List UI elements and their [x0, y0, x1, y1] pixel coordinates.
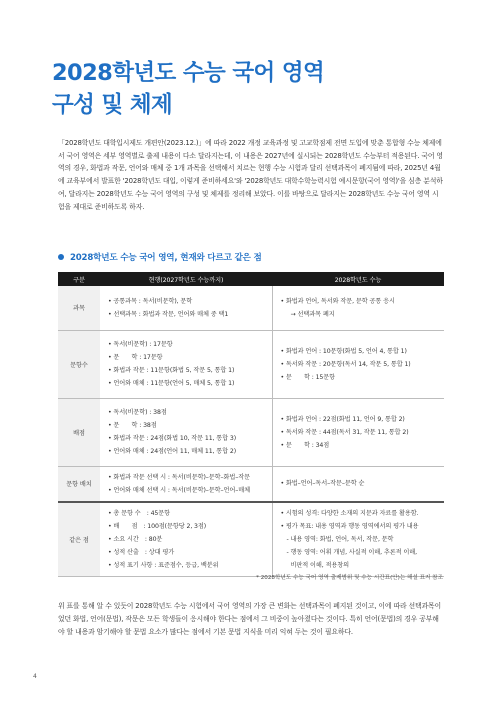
table-row [58, 398, 444, 466]
table-header-row [58, 272, 444, 286]
cell-line: • 화법과 작문 : 11문항(화법 5, 작문 5, 통합 1) [108, 367, 235, 374]
section-heading-text: 2028학년도 수능 국어 영역, 현재와 다르고 같은 점 [70, 253, 262, 263]
cell-2028 [272, 466, 444, 502]
cell-current [100, 330, 272, 398]
cell-line: • 문 학 : 38점 [108, 422, 157, 429]
cell-line: • 화법과 언어 : 22점(화법 11, 언어 9, 통합 2) [280, 415, 405, 423]
row-label: 문항 배치 [58, 466, 100, 502]
comparison-table [58, 272, 444, 577]
cell-2028 [272, 502, 444, 577]
cell-line: • 선택과목 : 화법과 작문, 언어와 매체 중 택1 [108, 310, 229, 318]
closing-paragraph: 위 표를 통해 알 수 있듯이 2028학년도 수능 시험에서 국어 영역의 가장 큰 변화는 선택과목이 폐지된 것이고, 이에 따라 선택과목이었던 화법, 언어(문법), 작문은 모든 학생들이 응시해야 한다는 점에서 그 비중이 높아졌다는 것이다. 특히 언어(문법)의 경우 공부해야 할 내용과 암기해야 할 문법 요소가 많다는 점에서 기본 문법 지식을 미리 익혀 두는 것이 필요하다. [58, 602, 442, 636]
row-label: 같은 점 [58, 502, 100, 577]
cell-line: • 언어와 매체 : 11문항(언어 5, 매체 5, 통합 1) [108, 380, 235, 387]
cell-line: • 문 학 : 17문항 [108, 354, 163, 361]
cell-current [100, 466, 272, 502]
table-row [58, 502, 444, 577]
cell-line: 비판적 이해, 적용창의 [290, 561, 349, 569]
cell-2028 [272, 398, 444, 466]
table-row [58, 466, 444, 502]
row-label: 문항수 [58, 330, 100, 398]
cell-line: • 화법과 작문 선택 시 : 독서(비문학)–문학–화법–작문 [108, 473, 251, 481]
cell-line: • 언어와 매체 : 24점(언어 11, 매체 11, 통합 2) [108, 448, 237, 455]
cell-line: • 독서(비문학) : 38점 [108, 409, 167, 416]
cell-line: → 선택과목 폐지 [290, 310, 335, 318]
cell-line: • 화법–언어–독서–작문–문학 순 [280, 480, 365, 487]
page-title-line2: 구성 및 체제 [52, 92, 173, 118]
cell-line: • 배 점 : 100점(문항당 2, 3점) [108, 522, 207, 530]
cell-line: - 내용 영역: 화법, 언어, 독서, 작문, 문학 [286, 535, 394, 543]
cell-line: • 문 학 : 15문항 [280, 373, 335, 381]
cell-line: • 화법과 언어, 독서와 작문, 문학 공통 응시 [280, 297, 395, 305]
cell-line: • 총 문항 수 : 45문항 [108, 509, 171, 517]
intro-paragraph: 「2028학년도 대학입시제도 개편안(2023.12.)」에 따라 2022 개정 교육과정 및 고교학점제 전면 도입에 맞춘 통합형 수능 체제에서 국어 영역은 세부 영역별로 출제 내용이 다소 달라지는데, 이 내용은 2027년에 실시되는 2028학년도 수능부터 적용된다. 국어 영역의 경우, 화법과 작문, 언어와 매체 중 1개 과목을 선택해서 치르는 현행 수능 시험과 달리 선택과목이 폐지됨에 따라, 2025년 4월에 교육부에서 발표한 '2028학년도 대입, 이렇게 준비하세요'와 '2028학년도 대학수학능력시험 예시문항(국어 영역)'을 심층 분석하여, 달라지는 2028학년도 수능 국어 영역의 구성 및 체제를 정리해 보았다. 이를 바탕으로 달라지는 2028학년도 수능 국어 영역 시험을 제대로 준비하도록 하자. [58, 139, 443, 211]
row-label: 과목 [58, 286, 100, 330]
table-footnote: * 2028학년도 수능 국어 영역 출제범위 및 수능 시간표(안)는 해설 표지 참조 [256, 575, 443, 581]
cell-line: • 시험의 성격: 다양한 소재의 지문과 자료를 활용함. [280, 509, 419, 517]
cell-line: • 언어와 매체 선택 시 : 독서(비문학)–문학–언어–매체 [108, 486, 251, 494]
row-label: 배점 [58, 398, 100, 466]
cell-line: • 독서와 작문 : 20문항(독서 14, 작문 5, 통합 1) [280, 360, 411, 368]
header-2028: 2028학년도 수능 [272, 272, 444, 286]
cell-2028 [272, 330, 444, 398]
table-row [58, 330, 444, 398]
cell-line: • 성적 산출 : 상대 평가 [108, 548, 175, 556]
page-title-line1: 2028학년도 수능 국어 영역 [52, 60, 325, 86]
cell-2028 [272, 286, 444, 330]
bullet-dot-icon [58, 254, 64, 260]
cell-line: • 공통과목 : 독서(비문학), 문학 [108, 297, 193, 305]
table-row [58, 286, 444, 330]
header-category: 구분 [58, 272, 100, 286]
cell-line: • 소요 시간 : 80분 [108, 535, 163, 543]
cell-current [100, 502, 272, 577]
cell-line: - 행동 영역: 어휘 개념, 사실적 이해, 추론적 이해, [286, 548, 417, 556]
cell-line: • 독서와 작문 : 44점(독서 31, 작문 11, 통합 2) [280, 428, 409, 436]
cell-current [100, 398, 272, 466]
page-number: 4 [33, 673, 37, 680]
cell-current [100, 286, 272, 330]
cell-line: • 평가 목표: 내용 영역과 행동 영역에서의 평가 내용 [280, 522, 419, 530]
section-heading [58, 251, 262, 263]
cell-line: • 성적 표기 사항 : 표준점수, 등급, 백분위 [108, 561, 219, 569]
cell-line: • 화법과 언어 : 10문항(화법 5, 언어 4, 통합 1) [280, 347, 407, 355]
cell-line: • 독서(비문학) : 17문항 [108, 341, 173, 348]
cell-line: • 문 학 : 34점 [280, 441, 330, 449]
page-title [52, 57, 472, 121]
header-current: 현행(2027학년도 수능까지) [100, 272, 272, 286]
cell-line: • 화법과 작문 : 24점(화법 10, 작문 11, 통합 3) [108, 435, 237, 442]
